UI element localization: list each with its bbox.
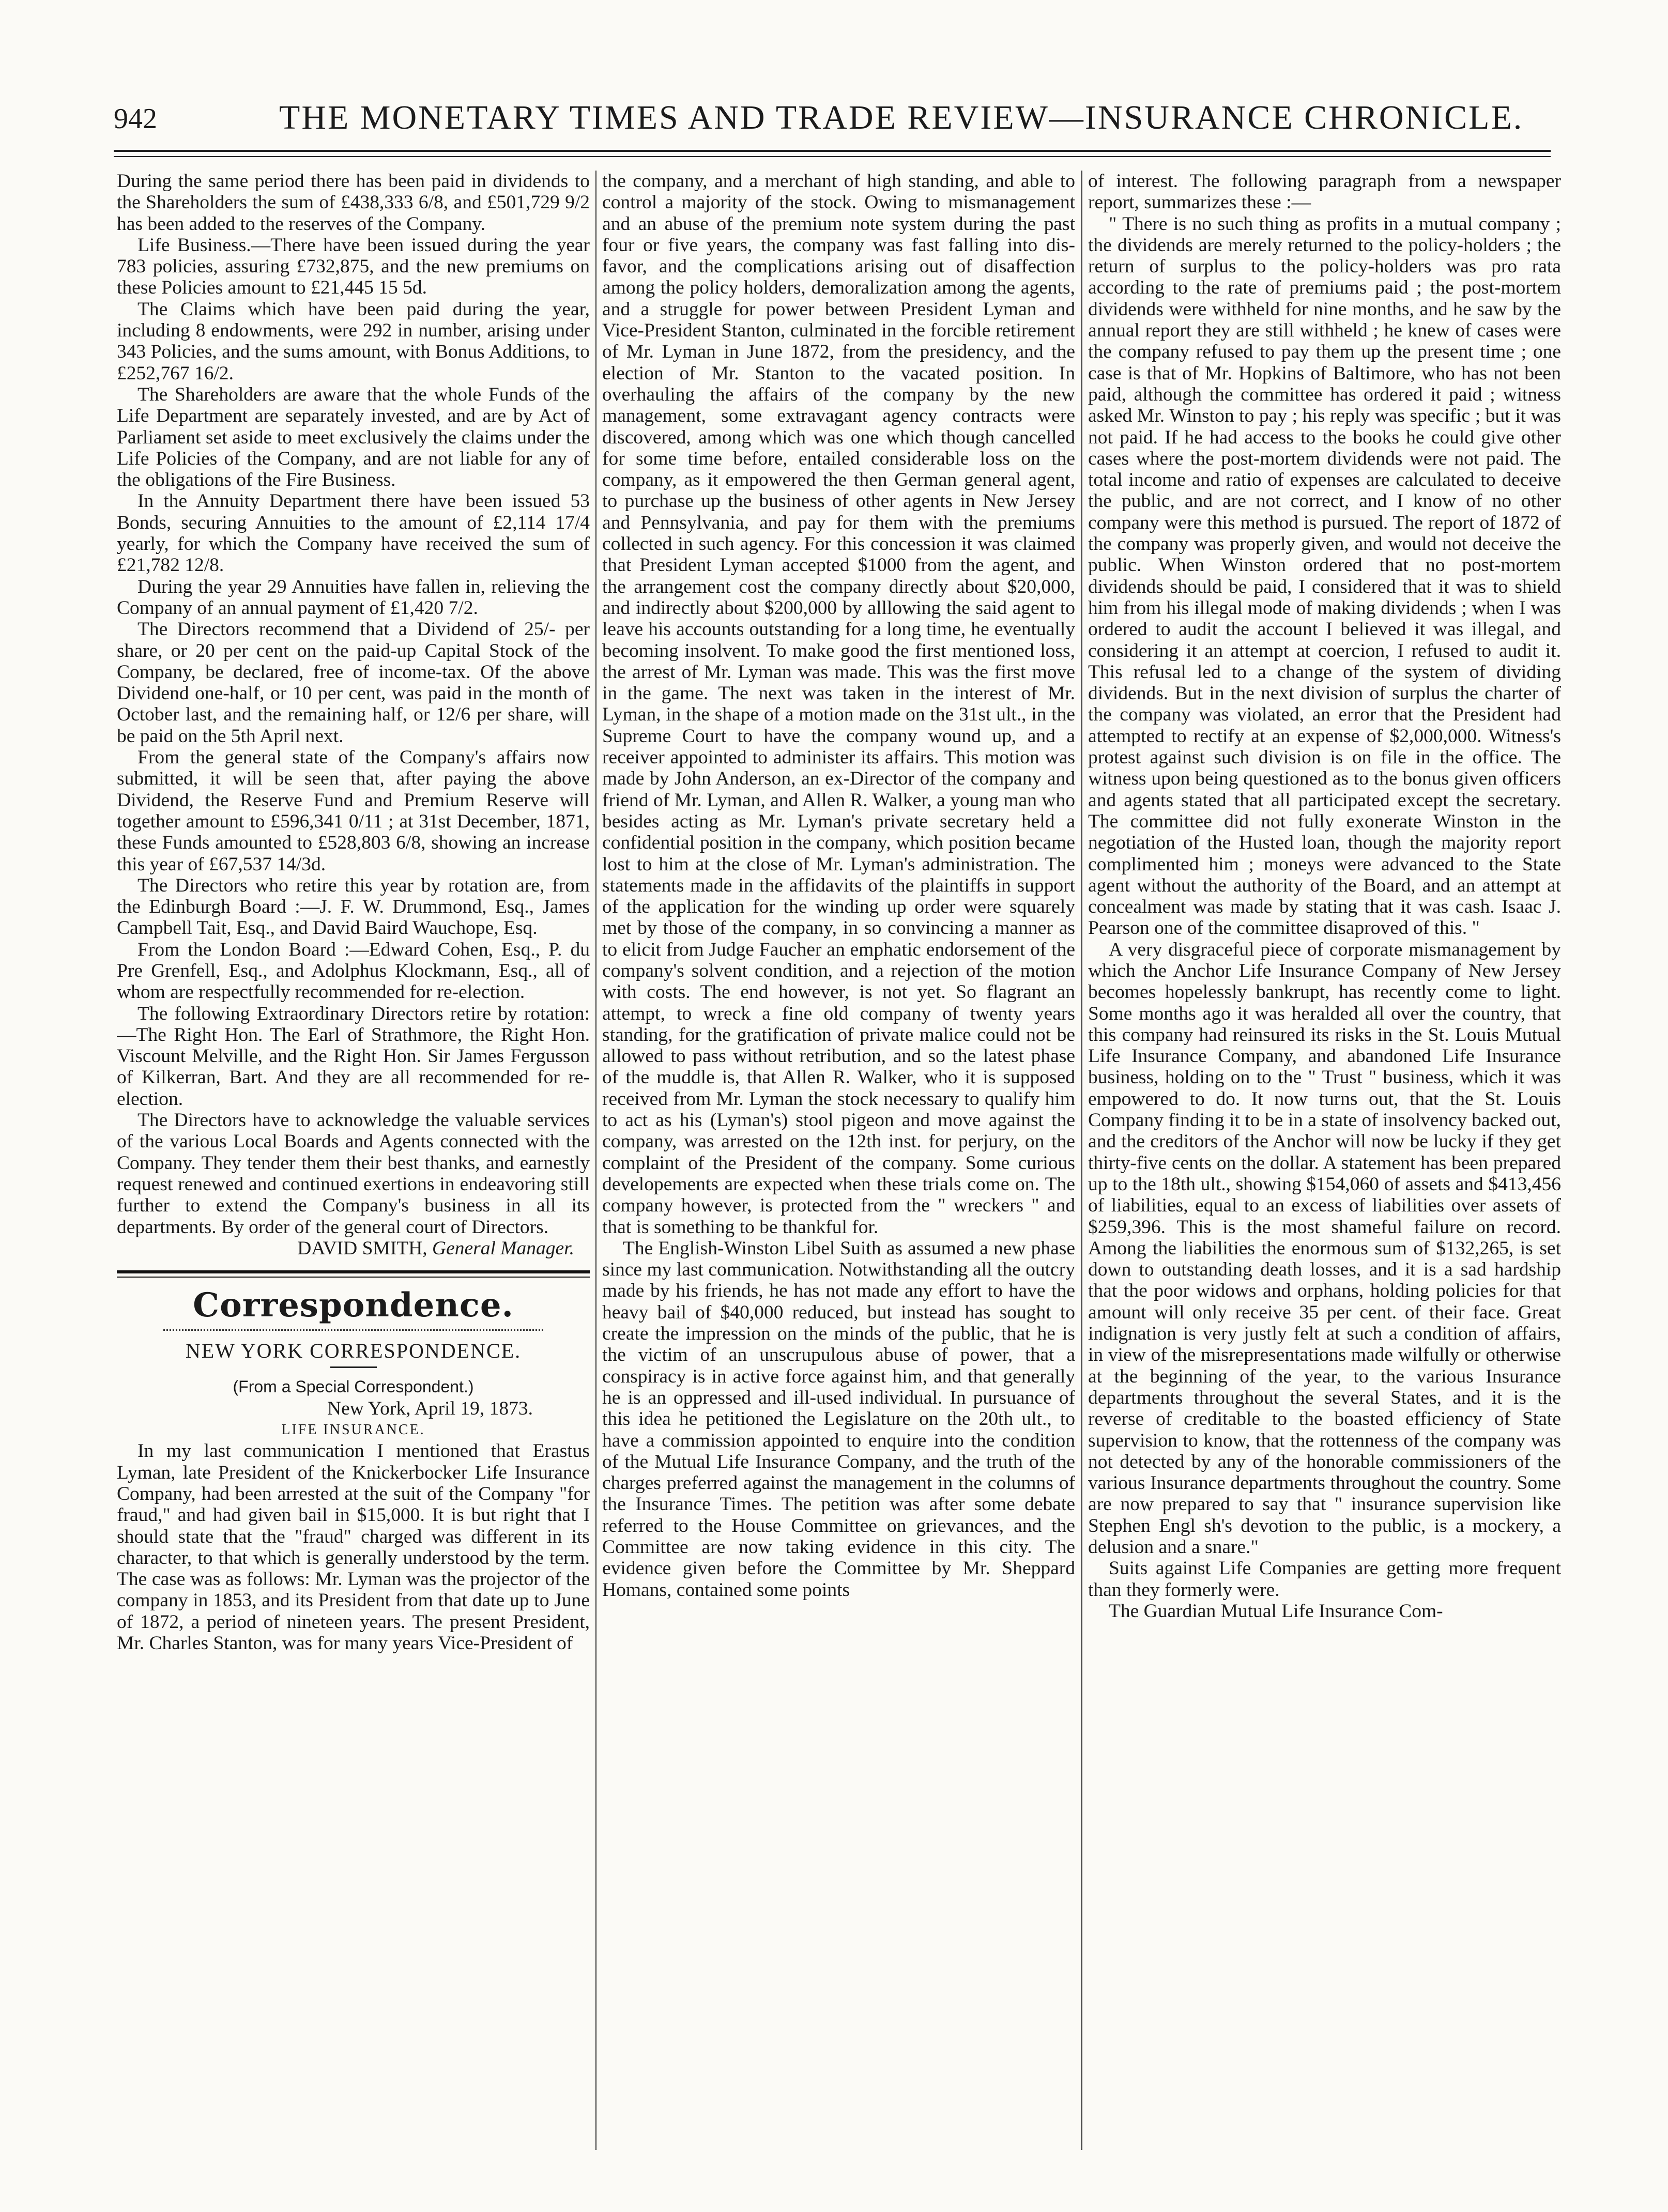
paragraph: of interest. The following paragraph from a newspaper report, summarizes these :— <box>1088 171 1561 213</box>
paragraph: The Directors have to acknowledge the valuable services of the various Local Boards and Agents connected with the Company. They tender them their best thanks, and earnestly request renewed and continued exertions in endeavoring still further to extend the Company's business in all its departments. By order of the general court of Directors. <box>117 1110 590 1238</box>
column-divider <box>595 171 596 2150</box>
paragraph: The English-Winston Libel Suith as assumed a new phase since my last communication. Notwithstanding all the outcry made by his friends, he has not made any effort to have the heavy bail of $40,000 reduced, but instead has sought to create the impression on the minds of the public, that he is the victim of an unscrupulous abuse of power, that a conspiracy is in active force against him, and that generally he is an oppressed and ill-used individual. In pursuance of this idea he petitioned the Legislature on the 20th ult., to have a commission appointed to enquire into the condition of the Mutual Life Insurance Company, and the truth of the charges preferred against the management in the columns of the Insurance Times. The petition was after some debate referred to the House Committee on grievances, and the Committee are now taking evidence in this city. The evidence given before the Committee by Mr. Sheppard Homans, contained some points <box>602 1237 1075 1601</box>
short-rule <box>330 1366 377 1368</box>
paragraph: Life Business.—There have been issued during the year 783 policies, assuring £732,875, and the new premiums on these Policies amount to £21,445 15 5d. <box>117 234 590 299</box>
paragraph: The Directors recommend that a Dividend of 25/- per share, or 20 per cent on the paid-up Capital Stock of the Company, be declared, free of income-tax. Of the above Dividend one-half, or 10 per cent, was paid in the month of October last, and the remaining half, or 12/6 per share, will be paid on the 5th April next. <box>117 619 590 747</box>
paragraph: During the same period there has been paid in dividends to the Shareholders the sum of £438,333 6/8, and £501,729 9/2 has been added to the reserves of the Company. <box>117 171 590 235</box>
column-3 <box>1088 171 1561 2176</box>
column-1 <box>117 171 590 2176</box>
dateline: New York, April 19, 1873. <box>327 1397 533 1419</box>
page-number: 942 <box>114 103 157 135</box>
header-rule-thin <box>114 156 1551 157</box>
paragraph: The Guardian Mutual Life Insurance Com- <box>1109 1600 1443 1622</box>
paragraph: Suits against Life Companies are getting more frequent than they formerly were. <box>1088 1558 1561 1601</box>
paragraph: In my last communication I mentioned that Erastus Lyman, late President of the Knickerbocker Life Insurance Company, had been arrested at the suit of the Company "for fraud," and had given bail in $15,000. It is but right that I should state that the "fraud" charged was different in its character, to that which is generally understood by the term. The case was as follows: Mr. Lyman was the projector of the company in 1853, and its President from that date up to June of 1872, a period of nineteen years. The present President, Mr. Charles Stanton, was for many years Vice-President of <box>117 1440 590 1654</box>
paragraph: During the year 29 Annuities have fallen in, relieving the Company of an annual payment of £1,420 7/2. <box>117 576 590 619</box>
signature-title: General Manager. <box>432 1237 574 1259</box>
paragraph: The Claims which have been paid during the year, including 8 endowments, were 292 in number, arising under 343 Policies, and the sums amount, with Bonus Additions, to £252,767 16/2. <box>117 298 590 384</box>
running-title: THE MONETARY TIMES AND TRADE REVIEW—INSURANCE CHRONICLE. <box>279 99 1524 136</box>
paragraph: In the Annuity Department there have been issued 53 Bonds, securing Annuities to the amount of £2,114 17/4 yearly, for which the Company have received the sum of £21,782 12/8. <box>117 490 590 576</box>
header-rule <box>114 150 1551 152</box>
section-rule <box>117 1270 590 1278</box>
paragraph: The following Extraordinary Directors retire by rotation:—The Right Hon. The Earl of Strathmore, the Right Hon. Viscount Melville, and the Right Hon. Sir James Fergusson of Kilkerran, Bart. And they are all recommended for re-election. <box>117 1003 590 1110</box>
paragraph: the company, and a merchant of high standing, and able to control a majority of the stock. Owing to mismanagement and an abuse of the premium note system during the past four or five years, the company was fast falling into dis-favor, and the complications arising out of disaffection among the policy holders, demoralization among the agents, and a struggle for power between President Lyman and Vice-President Stanton, culminated in the forcible retirement of Mr. Lyman in June 1872, from the presidency, and the election of Mr. Stanton to the vacated position. In overhauling the affairs of the company by the new management, some extravagant agency contracts were discovered, among which was one which though cancelled for some time before, entailed considerable loss on the company, as it empowered the then German general agent, to purchase up the business of other agents in New Jersey and Pennsylvania, and pay for them with the premiums collected in such agency. For this concession it was claimed that President Lyman accepted $1000 from the agent, and the arrangement cost the company directly about $20,000, and indirectly about $200,000 by alllowing the said agent to leave his accounts outstanding for a long time, he eventually becoming insolvent. To make good the first mentioned loss, the arrest of Mr. Lyman was made. This was the first move in the game. The next was taken in the interest of Mr. Lyman, in the shape of a motion made on the 31st ult., in the Supreme Court to have the company wound up, and a receiver appointed to administer its affairs. This motion was made by John Anderson, an ex-Director of the company and friend of Mr. Lyman, and Allen R. Walker, a young man who besides acting as Mr. Lyman's private secretary held a confidential position in the company, which position became lost to him at the close of Mr. Lyman's administration. The statements made in the affidavits of the plaintiffs in support of the application for the winding up order were squarely met by those of the company, in so convincing a manner as to elicit from Judge Faucher an emphatic endorsement of the company's solvent condition, and a rejection of the motion with costs. The end however, is not yet. So flagrant an attempt, to wreck a fine old company of twenty years standing, for the gratification of private malice could not be allowed to pass without retribution, and so the latest phase of the muddle is, that Allen R. Walker, who it is supposed received from Mr. Lyman the stock necessary to qualify him to act as his (Lyman's) stool pigeon and move against the company, was arrested on the 12th inst. for perjury, on the complaint of the President of the company. Some curious developements are expected when these trials come on. The company however, is protected from the " wreckers " and that is something to be thankful for. <box>602 171 1075 1238</box>
paragraph: The Directors who retire this year by rotation are, from the Edinburgh Board :—J. F. W. Drummond, Esq., James Campbell Tait, Esq., and David Baird Wauchope, Esq. <box>117 874 590 939</box>
paragraph: The Shareholders are aware that the whole Funds of the Life Department are separately invested, and are by Act of Parliament set aside to meet exclusively the claims under the Life Policies of the Company, and are not liable for any of the obligations of the Fire Business. <box>117 383 590 491</box>
paragraph: From the general state of the Company's affairs now submitted, it will be seen that, after paying the above Dividend, the Reserve Fund and Premium Reserve will together amount to £596,341 0/11 ; at 31st December, 1871, these Funds amounted to £528,803 6/8, showing an increase this year of £67,537 14/3d. <box>117 747 590 875</box>
paragraph: " There is no such thing as profits in a mutual company ; the dividends are merely returned to the policy-holders ; the return of surplus to the policy-holders was pro rata according to the rate of premiums paid ; the post-mortem dividends were withheld for nine months, and he saw by the annual report they are still withheld ; he knew of cases were the company refused to pay them up the present time ; one case is that of Mr. Hopkins of Baltimore, who has not been paid, although the committee has ordered it paid ; witness asked Mr. Winston to pay ; his reply was specific ; but it was not paid. If he had access to the books he could give other cases where the post-mortem dividends were not paid. The total income and ratio of expenses are calculated to deceive the public, and are not correct, and I know of no other company were this method is pursued. The report of 1872 of the company was properly given, and would not deceive the public. When Winston ordered that no post-mortem dividends should be paid, I considered that it was to shield him from his illegal mode of making dividends ; when I was ordered to audit the account I believed it was illegal, and considering it an attempt at coercion, I refused to audit it. This refusal led to a change of the system of dividing dividends. But in the next division of surplus the charter of the company was violated, an error that the President had attempted to rectify at an expense of $2,000,000. Witness's protest against such division is on file in the office. The witness upon being questioned as to the bonus given officers and agents stated that all participated except the secretary. The committee did not fully exonerate Winston in the negotiation of the Husted loan, though the majority report complimented him ; moneys were advanced to the State agent without the authority of the Board, and an attempt at concealment was made by stating that it was cash. Isaac J. Pearson one of the committee disaproved of this. " <box>1088 213 1561 939</box>
ornamental-rule <box>163 1329 543 1331</box>
topic-heading: LIFE INSURANCE. <box>281 1422 425 1438</box>
page-header <box>114 98 1561 145</box>
subheading: NEW YORK CORRESPONDENCE. <box>185 1339 522 1363</box>
section-heading: Correspondence. <box>193 1286 514 1325</box>
paragraph: A very disgraceful piece of corporate mismanagement by which the Anchor Life Insurance Company of New Jersey becomes hopelessly bankrupt, has recently come to light. Some months ago it was heralded all over the country, that this company had reinsured its risks in the St. Louis Mutual Life Insurance Company, and abandoned Life Insurance business, holding on to the " Trust " business, which it was empowered to do. It now turns out, that the St. Louis Company finding it to be in a state of insolvency backed out, and the creditors of the Anchor will now be lucky if they get thirty-five cents on the dollar. A statement has been prepared up to the 18th ult., showing $154,060 of assets and $413,456 of liabilities, equal to an excess of liabilities over assets of $259,396. This is the most shameful failure on record. Among the liabilities the enormous sum of $132,265, is set down to outstanding death losses, and it is a sad hardship that the poor widows and orphans, holding policies for that amount will only receive 35 per cent. of their face. Great indignation is very justly felt at such a condition of affairs, in view of the misrepresentations made wilfully or otherwise at the beginning of the year, to the various Insurance departments throughout the several States, and it is the reverse of creditable to the boasted efficiency of State supervision to know, that the rottenness of the company was not detected by any of the honorable commissioners of the various Insurance departments throughout the country. Some are now prepared to say that " insurance supervision like Stephen Engl sh's devotion to the public, is a mockery, a delusion and a snare." <box>1088 939 1561 1558</box>
signature-name: DAVID SMITH, <box>297 1237 427 1259</box>
signature <box>117 1238 590 1259</box>
paragraph: From the London Board :—Edward Cohen, Esq., P. du Pre Grenfell, Esq., and Adolphus Klockmann, Esq., all of whom are respectfully recommended for re-election. <box>117 939 590 1003</box>
column-divider <box>1081 171 1082 2150</box>
correspondent-credit: (From a Special Correspondent.) <box>233 1377 474 1396</box>
column-2 <box>602 171 1075 2176</box>
